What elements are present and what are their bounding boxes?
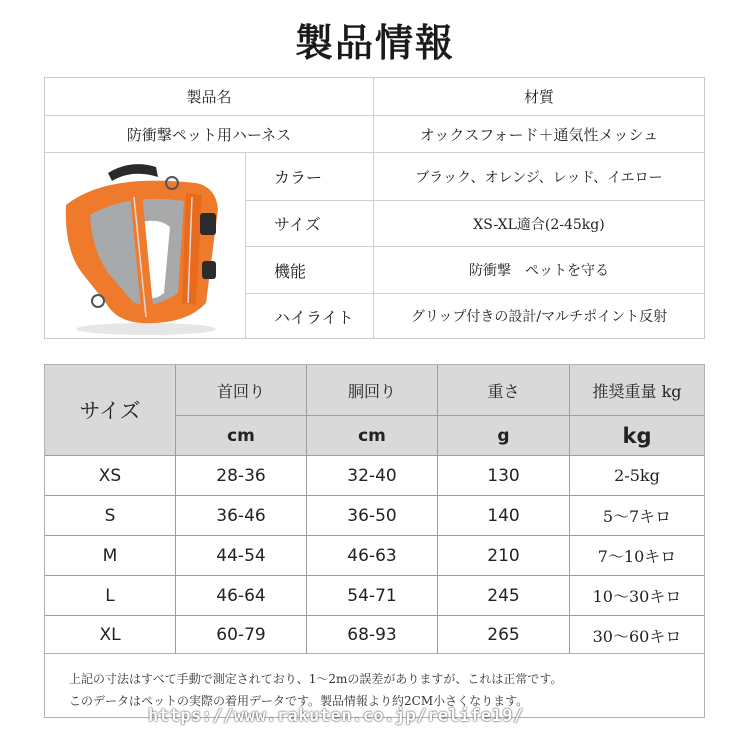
neck-unit: cm <box>227 425 255 446</box>
table-row-neck: 60-79 <box>216 625 266 645</box>
table-row-chest: 46-63 <box>347 545 397 566</box>
table-row-weight: 130 <box>487 465 520 486</box>
material-value: オックスフォード＋通気性メッシュ <box>419 125 659 144</box>
recommended-column-header: 推奨重量 kg <box>592 381 682 401</box>
function-label: 機能 <box>274 261 307 281</box>
table-row-weight: 210 <box>487 545 520 566</box>
table-row-chest: 32-40 <box>347 465 397 486</box>
table-row-weight: 140 <box>487 505 520 526</box>
table-row-chest: 36-50 <box>347 505 397 526</box>
table-row-recommended: 10～30キロ <box>592 587 682 606</box>
table-row-recommended: 2-5kg <box>614 466 660 485</box>
table-row-neck: 36-46 <box>216 505 266 526</box>
header-material: 材質 <box>374 78 704 115</box>
table-row-weight: 265 <box>487 625 520 645</box>
chest-column-header: 胴回り <box>347 381 396 401</box>
color-value: ブラック、オレンジ、レッド、イエロー <box>415 169 663 186</box>
table-row-size: S <box>104 505 116 526</box>
table-row-size: XL <box>99 625 121 645</box>
highlight-value: グリップ付きの設計/マルチポイント反射 <box>410 309 668 325</box>
color-label: カラー <box>274 168 323 187</box>
table-row-neck: 46-64 <box>216 585 266 606</box>
size-table <box>44 364 705 654</box>
table-row-neck: 28-36 <box>216 465 266 486</box>
table-row-chest: 68-93 <box>347 625 397 645</box>
harness-image <box>46 153 246 339</box>
table-row-size: XS <box>98 465 122 486</box>
header-product-name: 製品名 <box>45 78 373 115</box>
function-value: 防衝撃 ペットを守る <box>469 263 609 279</box>
size-label: サイズ <box>274 215 321 234</box>
table-row-chest: 54-71 <box>347 585 397 606</box>
size-value: XS-XL適合(2-45kg) <box>473 216 605 233</box>
weight-column-header: 重さ <box>487 381 520 401</box>
table-row-size: L <box>105 585 115 606</box>
highlight-label: ハイライト <box>274 307 354 327</box>
table-row-recommended: 5～7キロ <box>602 507 672 526</box>
watermark-url: https://www.rakuten.co.jp/relife19/ <box>148 706 524 726</box>
neck-column-header: 首回り <box>216 381 265 401</box>
table-row-neck: 44-54 <box>216 545 266 566</box>
table-row-recommended: 30～60キロ <box>592 626 682 646</box>
product-name-value: 防衝撃ペット用ハーネス <box>126 125 292 144</box>
weight-unit: g <box>497 425 510 446</box>
table-row-weight: 245 <box>487 585 520 606</box>
table-row-recommended: 7～10キロ <box>597 547 677 566</box>
recommended-unit: kg <box>622 423 652 448</box>
page-title: 製品情報 <box>294 20 455 65</box>
note-measurement: 上記の寸法はすべて手動で測定されており、1～2mの誤差がありますが、これは正常です。 <box>69 672 563 686</box>
table-row-size: M <box>102 545 118 566</box>
size-column-header: サイズ <box>79 399 141 423</box>
chest-unit: cm <box>358 425 386 446</box>
product-info-table <box>44 77 705 339</box>
note-wearing-data: このデータはペットの実際の着用データです。製品情報より約2CM小さくなります。 <box>69 694 529 708</box>
